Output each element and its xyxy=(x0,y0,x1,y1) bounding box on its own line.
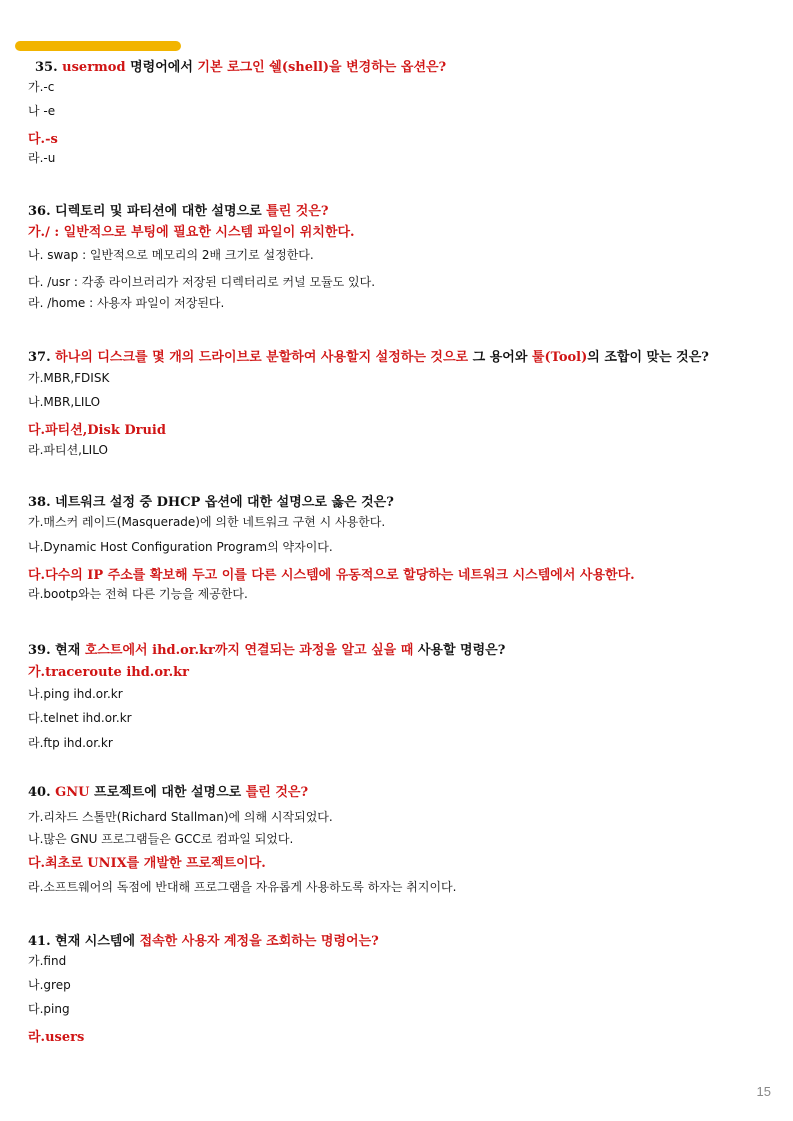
option: 가.-c xyxy=(28,80,55,94)
option: 나 -e xyxy=(28,104,56,118)
question-title xyxy=(28,639,505,658)
option: 다.telnet ihd.or.kr xyxy=(28,711,132,725)
answer-option: 다.최초로 UNIX를 개발한 프로젝트이다. xyxy=(28,856,266,871)
question-text: 기본 로그인 쉘(shell)을 변경하는 옵션은? xyxy=(197,60,447,75)
question-text: GNU xyxy=(55,785,90,800)
question-number: 38. xyxy=(28,495,56,510)
option: 라. /home : 사용자 파일이 저장된다. xyxy=(28,296,225,310)
question-title xyxy=(28,200,329,219)
answer-option: 다.파티션,Disk Druid xyxy=(28,423,166,438)
question-text: 그 용어와 xyxy=(468,350,532,365)
question-title xyxy=(35,56,446,75)
question-text: 접속한 사용자 계정을 조회하는 명령어는? xyxy=(139,934,379,949)
question-text: 프로젝트에 대한 설명으로 xyxy=(89,785,246,800)
question-number: 40. xyxy=(28,785,56,800)
answer-option: 라.users xyxy=(28,1030,85,1045)
option: 나.ping ihd.or.kr xyxy=(28,687,123,701)
question-text: 명령어에서 xyxy=(125,60,198,75)
question-title xyxy=(28,346,709,365)
question-text: 툴(Tool) xyxy=(531,350,588,365)
question-text: 의 조합이 맞는 것은? xyxy=(587,350,709,365)
question-number: 39. xyxy=(28,643,56,658)
option: 다.ping xyxy=(28,1002,70,1016)
option: 다. /usr : 각종 라이브러리가 저장된 디렉터리로 커널 모듈도 있다. xyxy=(28,275,376,289)
question-title xyxy=(28,781,308,800)
option: 나.grep xyxy=(28,978,71,992)
question-text: 하나의 디스크를 몇 개의 드라이브로 분할하여 사용할지 설정하는 것으로 xyxy=(55,350,469,365)
option: 가.MBR,FDISK xyxy=(28,371,110,385)
option: 가.리차드 스톨만(Richard Stallman)에 의해 시작되었다. xyxy=(28,810,333,824)
option: 라.bootp와는 전혀 다른 기능을 제공한다. xyxy=(28,587,248,601)
option: 라.-u xyxy=(28,151,56,165)
option: 나.MBR,LILO xyxy=(28,395,101,409)
question-text: 현재 xyxy=(55,643,85,658)
question-text: 사용할 명령은? xyxy=(413,643,506,658)
answer-option: 다.다수의 IP 주소를 확보해 두고 이를 다른 시스템에 유동적으로 할당하는 네트워크 시스템에서 사용한다. xyxy=(28,568,635,583)
question-text: 틀린 것은? xyxy=(266,204,329,219)
option: 라.ftp ihd.or.kr xyxy=(28,736,113,750)
question-text: usermod xyxy=(62,60,126,75)
option: 나.Dynamic Host Configuration Program의 약자이다. xyxy=(28,540,333,554)
option: 가.매스커 레이드(Masquerade)에 의한 네트워크 구현 시 사용한다. xyxy=(28,515,386,529)
page-number: 15 xyxy=(756,1084,771,1099)
answer-option: 가.traceroute ihd.or.kr xyxy=(28,665,190,680)
question-number: 37. xyxy=(28,350,56,365)
question-number: 36. xyxy=(28,204,56,219)
option: 나.많은 GNU 프로그램들은 GCC로 컴파일 되었다. xyxy=(28,832,294,846)
highlight-bar xyxy=(15,41,181,51)
question-text: 디렉토리 및 파티션에 대한 설명으로 xyxy=(55,204,267,219)
answer-option: 가./ : 일반적으로 부팅에 필요한 시스템 파일이 위치한다. xyxy=(28,225,355,240)
question-number: 35. xyxy=(35,60,63,75)
answer-option: 다.-s xyxy=(28,132,58,147)
option: 가.find xyxy=(28,954,67,968)
option: 나. swap : 일반적으로 메모리의 2배 크기로 설정한다. xyxy=(28,248,314,262)
option: 라.파티션,LILO xyxy=(28,443,108,457)
question-text: 현재 시스템에 xyxy=(55,934,140,949)
question-title xyxy=(28,930,379,949)
question-text: 틀린 것은? xyxy=(245,785,309,800)
question-text: 네트워크 설정 중 DHCP 옵션에 대한 설명으로 옳은 것은? xyxy=(55,495,394,510)
question-number: 41. xyxy=(28,934,56,949)
question-title xyxy=(28,491,394,510)
question-text: 호스트에서 ihd.or.kr까지 연결되는 과정을 알고 싶을 때 xyxy=(84,643,414,658)
option: 라.소프트웨어의 독점에 반대해 프로그램을 자유롭게 사용하도록 하자는 취지이다. xyxy=(28,880,457,894)
